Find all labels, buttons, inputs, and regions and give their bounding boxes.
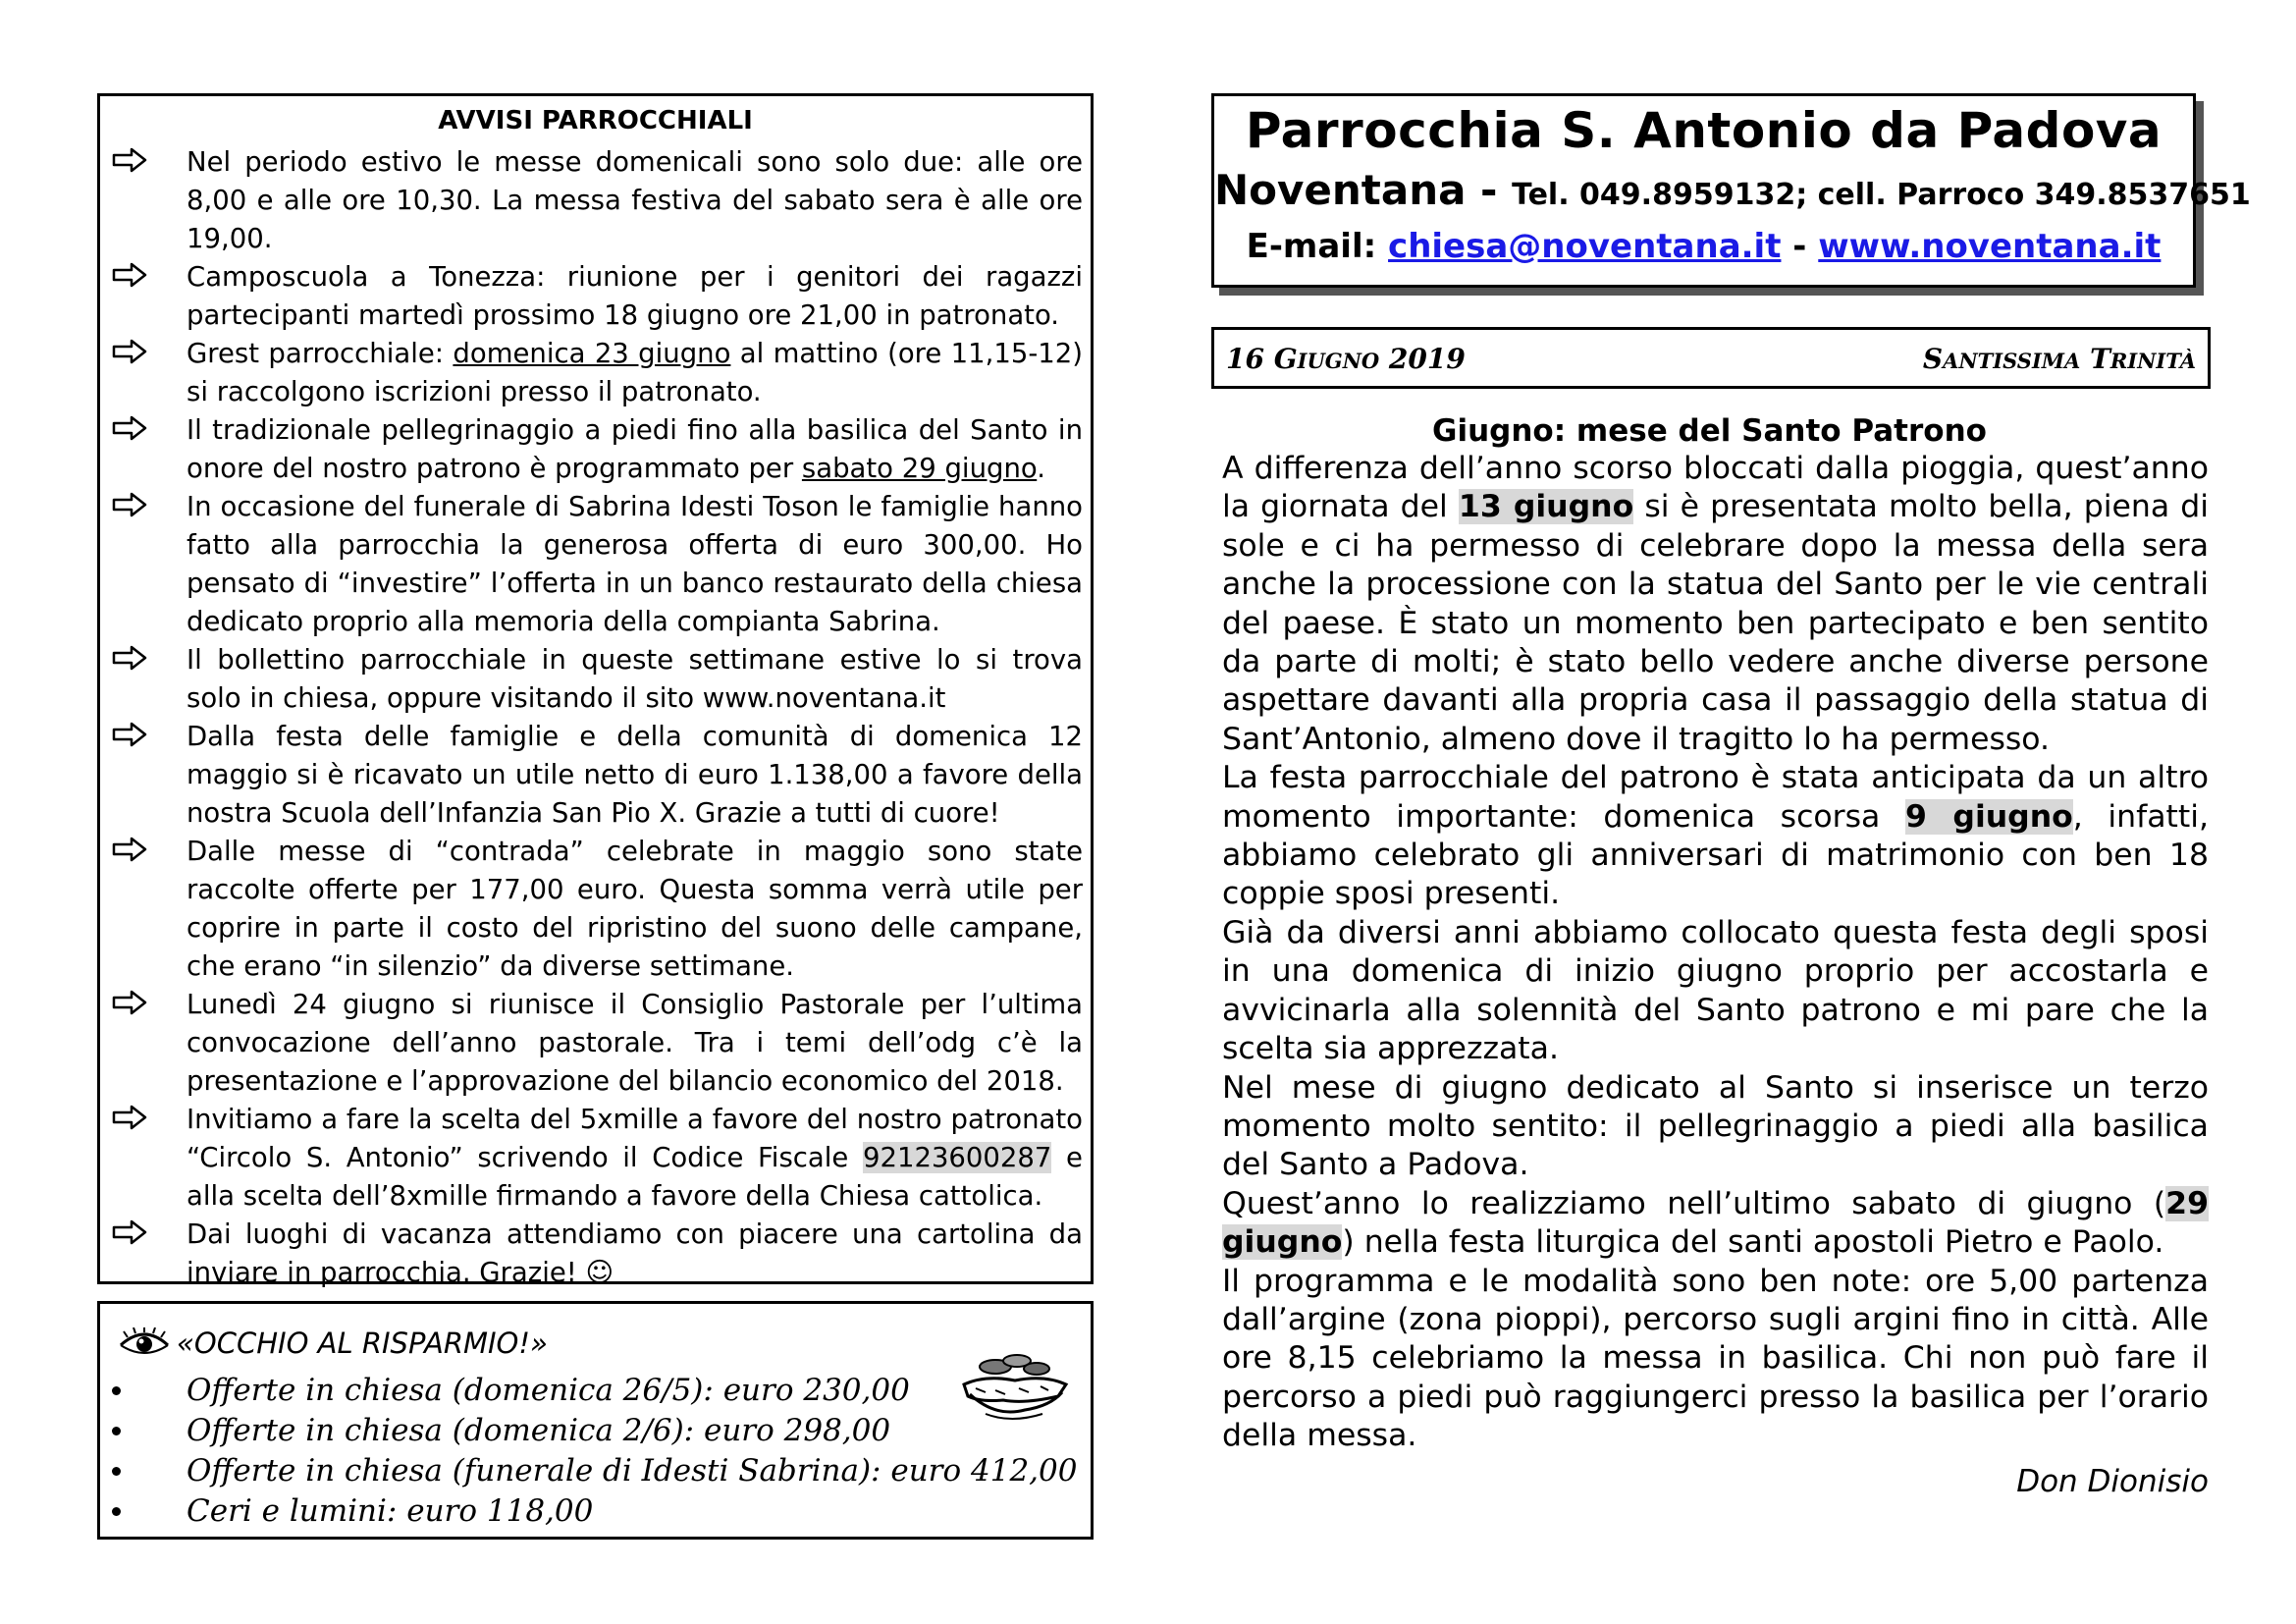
email-label: E-mail: [1246, 227, 1389, 266]
avviso-item [100, 986, 1091, 1101]
avviso-item [100, 143, 1091, 258]
avviso-text: Dalle messe di “contrada” celebrate in maggio sono state raccolte offerte per 177,00 euro. Questa somma verrà utile per coprire in parte il costo del ripristino del suono delle campane, che erano “in silenzio” da diverse settimane. [187, 836, 1083, 982]
avviso-text: Dalla festa delle famiglie e della comunità di domenica 12 maggio si è ricavato un utile netto di euro 1.138,00 a favore della nostra Scuola dell’Infanzia San Pio X. Grazie a tutti di cuore! [187, 721, 1083, 829]
parish-header [1211, 93, 2251, 288]
phone-numbers: Tel. 049.8959132; cell. Parroco 349.8537651 [1512, 178, 2251, 212]
avvisi-title: AVVISI PARROCCHIALI [438, 106, 753, 135]
avviso-text-pre: Il tradizionale pellegrinaggio a piedi fino alla basilica del Santo in onore del nostro patrono è programmato per [187, 414, 1083, 484]
avviso-text: Nel periodo estivo le messe domenicali sono solo due: alle ore 8,00 e alle ore 10,30. La messa festiva del sabato sera è alle ore 19,00. [187, 146, 1083, 254]
avviso-text: Camposcuola a Tonezza: riunione per i genitori dei ragazzi partecipanti martedì prossimo 18 giugno ore 21,00 in patronato. [187, 261, 1083, 331]
arrow-right-icon [112, 1219, 147, 1245]
arrow-right-icon [112, 262, 147, 288]
risparmio-header [118, 1322, 548, 1365]
email-line [1214, 225, 2193, 268]
article-paragraph: A differenza dell’anno scorso bloccati dalla pioggia, quest’anno la giornata del 13 giugno si è presentata molto bella, piena di sole e ci ha permesso di celebrare dopo la messa della sera anche la processione con la statua del Santo per le vie centrali del paese. È stato un momento ben partecipato e ben sentito da parte di molti; è stato bello vedere anche diverse persone aspettare davanti alla propria casa il passaggio della statua di Sant’Antonio, almeno dove il tragitto lo ha permesso. [1222, 451, 2210, 757]
date-highlight: 9 giugno [1904, 798, 2073, 835]
parish-name: Parrocchia S. Antonio da Padova [1245, 102, 2163, 159]
arrow-right-icon [112, 990, 147, 1015]
bullet-icon [112, 1467, 121, 1476]
article-paragraph: Quest’anno lo realizziamo nell’ultimo sabato di giugno (29 giugno) nella festa liturgica del santi apostoli Pietro e Paolo. [1222, 1185, 2209, 1261]
risparmio-box [97, 1301, 1094, 1540]
date-highlight: 29 giugno [1222, 1185, 2209, 1261]
avviso-text: Dai luoghi di vacanza attendiamo con piacere una cartolina da inviare in parrocchia. Grazie! ☺ [187, 1218, 1083, 1288]
risparmio-item-text: Offerte in chiesa (funerale di Idesti Sabrina): euro 412,00 [187, 1453, 1078, 1489]
arrow-right-icon [112, 415, 147, 441]
issue-date: 16 GIUGNO 2019 [1226, 343, 1466, 375]
avviso-item [100, 1101, 1091, 1216]
separator: - [1781, 227, 1819, 266]
avviso-text: Lunedì 24 giugno si riunisce il Consiglio Pastorale per l’ultima convocazione dell’anno pastorale. Tra i temi dell’odg c’è la presentazione e l’approvazione del bilancio economico del 2018. [187, 989, 1083, 1097]
avvisi-list [100, 143, 1091, 1292]
town-name: Noventana - [1214, 166, 1513, 214]
avviso-underlined-date: sabato 29 giugno [801, 453, 1038, 484]
avviso-item [100, 411, 1091, 488]
email-link[interactable]: chiesa@noventana.it [1388, 227, 1782, 266]
article-paragraph: Nel mese di giugno dedicato al Santo si inserisce un terzo momento molto sentito: il pellegrinaggio a piedi alla basilica del Santo a Padova. [1222, 1069, 2209, 1183]
avviso-text-pre: Grest parrocchiale: [187, 338, 454, 369]
avviso-text-post: . [1037, 453, 1045, 484]
avviso-item [100, 1216, 1091, 1292]
avviso-text-post: e alla scelta dell’8xmille firmando a favore della Chiesa cattolica. [187, 1142, 1083, 1212]
avviso-item [100, 488, 1091, 641]
date-highlight: 13 giugno [1458, 489, 1634, 525]
fiscal-code-highlight: 92123600287 [862, 1142, 1052, 1173]
article-paragraph: Già da diversi anni abbiamo collocato questa festa degli sposi in una domenica di inizio giugno proprio per accostarla e avvicinarla alla solennità del Santo patrono e mi pare che la scelta sia apprezzata. [1222, 914, 2209, 1067]
avviso-text-pre: Invitiamo a fare la scelta del 5xmille a favore del nostro patronato “Circolo S. Antonio” scrivendo il Codice Fiscale [187, 1104, 1083, 1173]
arrow-right-icon [112, 492, 147, 517]
risparmio-item [100, 1491, 1091, 1532]
arrow-right-icon [112, 645, 147, 671]
risparmio-title: «OCCHIO AL RISPARMIO!» [177, 1326, 548, 1360]
avviso-item [100, 258, 1091, 335]
risparmio-item-text: Ceri e lumini: euro 118,00 [187, 1493, 594, 1529]
website-link[interactable]: www.noventana.it [1818, 227, 2162, 266]
avviso-item [100, 718, 1091, 833]
article-paragraph: La festa parrocchiale del patrono è stata anticipata da un altro momento importante: domenica scorsa 9 giugno, infatti, abbiamo celebrato gli anniversari di matrimonio con ben 18 coppie sposi presenti. [1222, 760, 2209, 912]
avviso-text-post: al mattino (ore 11,15-12) si raccolgono iscrizioni presso il patronato. [187, 338, 1083, 407]
avviso-item [100, 335, 1091, 411]
contact-line [1214, 165, 2251, 225]
arrow-right-icon [112, 722, 147, 747]
arrow-right-icon [112, 339, 147, 364]
risparmio-item [100, 1371, 1091, 1411]
arrow-right-icon [112, 837, 147, 862]
arrow-right-icon [112, 147, 147, 173]
article [1222, 412, 2209, 1501]
avviso-underlined-date: domenica 23 giugno [453, 338, 731, 369]
avviso-text: In occasione del funerale di Sabrina Idesti Toson le famiglie hanno fatto alla parrocchia la generosa offerta di euro 300,00. Ho pensato di “investire” l’offerta in un banco restaurato della chiesa dedicato proprio alla memoria della compianta Sabrina. [187, 491, 1083, 637]
avviso-item [100, 641, 1091, 718]
article-paragraph: Il programma e le modalità sono ben note: ore 5,00 partenza dall’argine (zona pioppi), percorso sugli argini fino in città. Alle ore 8,15 celebriamo la messa in basilica. Chi non può fare il percorso a piedi può raggiungerci presso la basilica per l’orario della messa. [1222, 1263, 2209, 1454]
article-title: Giugno: mese del Santo Patrono [1432, 413, 1987, 449]
risparmio-item [100, 1451, 1091, 1491]
avvisi-box [97, 93, 1094, 1288]
bullet-icon [112, 1386, 121, 1395]
bullet-icon [112, 1507, 121, 1516]
signature: Don Dionisio [2016, 1463, 2209, 1499]
bullet-icon [112, 1427, 121, 1435]
date-bar [1211, 327, 2211, 389]
risparmio-list [100, 1371, 1091, 1532]
arrow-right-icon [112, 1105, 147, 1130]
liturgical-feast: SANTISSIMA TRINITÀ [1922, 343, 2196, 375]
avviso-item [100, 833, 1091, 986]
eye-icon [118, 1327, 171, 1359]
risparmio-item [100, 1411, 1091, 1451]
risparmio-item-text: Offerte in chiesa (domenica 26/5): euro 230,00 [187, 1373, 910, 1408]
risparmio-item-text: Offerte in chiesa (domenica 2/6): euro 298,00 [187, 1413, 891, 1448]
avviso-text: Il bollettino parrocchiale in queste settimane estive lo si trova solo in chiesa, oppure visitando il sito www.noventana.it [187, 644, 1083, 714]
